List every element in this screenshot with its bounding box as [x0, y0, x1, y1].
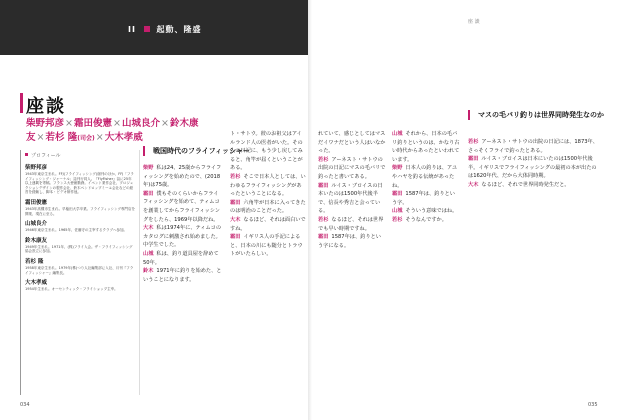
profile-name: 山城良介 — [25, 221, 48, 228]
dialogue-text: 六角竿が日本に入ってきたのは明治のことだった。 — [230, 199, 306, 215]
participant-name: 若杉 隆 — [45, 132, 78, 143]
dialogue-paragraph — [318, 156, 386, 182]
profile-bio: 1943年高槻市生まれ。早稲田大学卒業。フライフィッシング専門店を開業、現在に至る。 — [25, 206, 135, 216]
dialogue-paragraph — [468, 138, 600, 155]
dialogue-text: アーネスト・サトウの出院の日記には、1873年、さっそくフライで釣ったとある。 — [468, 139, 598, 154]
dialogue-text: 私は1974年に、ティムコのカタログに刺激され始めました。中学生でした。 — [143, 225, 222, 249]
speaker-name: 鈴木 — [143, 268, 154, 275]
dialogue-text: ト・サトウ。彼のお祖父はアイルランド人の医者がいた。その人の日記に、もう少し戻してみると、角竿が届くということがある。 — [230, 131, 303, 172]
dialogue-paragraph — [230, 216, 306, 233]
page-number-left: 034 — [20, 402, 30, 408]
profile-box — [20, 150, 140, 395]
dialogue-text: 私は24、25歳からフライフィッシングを始めたので、(2018年)は75歳。 — [143, 165, 222, 189]
dialogue-paragraph — [143, 250, 223, 267]
profile-bio: 1943年東京生まれ。FFJ(フライフィッシング)創刊のほか、FFJ「フライフィッシング・ジャーナル」誌刊行同人。『FlyFisher』誌に25年以上連載を寄稿。フランス大使館勤務。イベント業作会社、プロジェクションデザインの製作会社、鈴木ペンドロップミーユ会社などの経営を経験し、脚本・ビデオ制作他。 — [25, 172, 134, 195]
participant-name: 大木孝威 — [104, 132, 143, 143]
section-number: II — [128, 25, 136, 34]
dialogue-text: アーネスト・サトウの出院の日記にマスの毛バリで釣ったと書いてある。 — [318, 156, 386, 180]
participant-separator: × — [65, 118, 73, 129]
profile-name: 霜田俊憲 — [25, 199, 48, 206]
section-label — [128, 24, 202, 35]
dialogue-paragraph — [392, 216, 460, 225]
right-column-3 — [468, 138, 600, 394]
profile-entry — [25, 236, 135, 254]
speaker-name: 若杉 — [392, 216, 403, 223]
section-title: 起動、隆盛 — [156, 25, 202, 34]
speaker-name: 柴野 — [143, 165, 154, 171]
profile-entry — [25, 198, 135, 216]
participant-role: (司会) — [77, 135, 95, 142]
dialogue-text: ルイス・ブロイスは日本にいたのは1500年代後半。イギリスでフライフィッシングの最初の本が出たのは1620年代、だから大体同時期。 — [468, 156, 597, 180]
speaker-name: 若杉 — [468, 139, 479, 145]
dialogue-paragraph — [143, 267, 223, 284]
page-title: 座談 — [26, 96, 66, 117]
profile-entry — [25, 219, 135, 233]
dialogue-paragraph — [143, 190, 223, 224]
left-column-2 — [230, 130, 306, 394]
dialogue-paragraph — [143, 224, 223, 250]
speaker-name: 大木 — [143, 225, 154, 232]
speaker-name: 大木 — [230, 216, 241, 223]
dialogue-text: そこで日本人としては、いわゆるフライフィッシングがあったということになる。 — [230, 173, 306, 198]
dialogue-text: 1587年は、釣りという字。 — [392, 191, 455, 206]
profile-name: 大木孝威 — [25, 280, 48, 287]
profile-entry — [25, 257, 135, 275]
profile-name: 若杉 隆 — [25, 258, 44, 265]
speaker-name: 若杉 — [230, 173, 241, 180]
profile-bio: 1949年生まれ。1971年、(株)フライ入会。ザ・フライフィッシング協会設立に参加。 — [25, 244, 133, 254]
profile-entry — [25, 278, 135, 292]
speaker-name: 山城 — [392, 131, 403, 137]
profile-bio: 1946年東京生まれ。1965年、佐藤守の主宰するクラブへ参加。 — [25, 228, 127, 233]
dialogue-text: 1587年は、釣りという字になる。 — [318, 234, 381, 249]
dialogue-paragraph — [230, 130, 306, 173]
dialogue-text: それから、日本の毛バリ釣りというのは、かなり古い時代からあったといわれています。 — [392, 131, 460, 163]
dialogue-paragraph — [318, 130, 386, 156]
participant-separator: × — [113, 118, 121, 129]
speaker-name: 柴野 — [392, 165, 403, 172]
participant-name: 鈴木康友 — [26, 118, 199, 143]
dialogue-paragraph — [392, 130, 460, 164]
dialogue-paragraph — [392, 164, 460, 190]
participant-name: 霜田俊憲 — [73, 118, 112, 129]
speaker-name: 山城 — [392, 208, 403, 215]
participant-name: 柴野邦彦 — [26, 118, 65, 129]
dialogue-paragraph — [392, 207, 460, 216]
profile-name: 柴野邦彦 — [25, 165, 48, 171]
speaker-name: 霜田 — [318, 182, 329, 189]
dialogue-text: なるほど、それは面白いですね。 — [230, 216, 306, 232]
participant-name: 山城良介 — [121, 118, 160, 129]
page-gutter — [308, 0, 312, 420]
dialogue-text: 私は、釣り道具屋を辞めて50年。 — [143, 250, 219, 266]
running-head: 座 談 — [468, 19, 480, 25]
dialogue-text: なるほど、それは世界でも早い時期ですね。 — [318, 216, 384, 232]
speaker-name: 山城 — [143, 250, 154, 257]
profile-name: 鈴木康友 — [25, 237, 48, 244]
speaker-name: 霜田 — [318, 234, 329, 241]
dialogue-text: そういう意味ではね。 — [405, 208, 458, 215]
page-number-right: 035 — [588, 402, 598, 408]
dialogue-paragraph — [392, 190, 460, 207]
dialogue-paragraph — [318, 182, 386, 216]
profile-bio: 1958年東京生まれ。1979年(株)つり人社編集部に入社、月刊『フライフィッシャー』編集長。 — [25, 265, 134, 275]
dialogue-paragraph — [318, 233, 386, 250]
speaker-name: 大木 — [468, 181, 479, 188]
dialogue-paragraph — [230, 173, 306, 199]
profile-heading: プロフィール — [31, 152, 135, 159]
participant-separator: × — [36, 132, 45, 143]
right-subheading: マスの毛バリ釣りは世界同時発生なのか — [468, 110, 608, 120]
left-column-1 — [143, 164, 223, 394]
speaker-name: 霜田 — [230, 199, 241, 206]
profile-entry — [25, 163, 135, 195]
speaker-name: 若杉 — [318, 216, 329, 223]
participants-list — [26, 117, 201, 146]
dialogue-paragraph — [318, 216, 386, 233]
dialogue-paragraph — [468, 181, 600, 190]
profile-people — [25, 163, 135, 292]
dialogue-text: れていて、感じとしてはマスだイワナだという人はいなかった。 — [318, 131, 386, 155]
speaker-name: 若杉 — [318, 156, 329, 163]
profile-bio: 1954年生まれ。オーセンティック・フライショップ主宰。 — [25, 287, 118, 292]
dialogue-text: そうなんですか。 — [405, 216, 447, 223]
speaker-name: 霜田 — [143, 190, 154, 197]
right-column-1 — [318, 130, 386, 394]
title-accent-bar — [20, 93, 23, 113]
dialogue-paragraph — [230, 199, 306, 216]
participant-separator: × — [160, 118, 169, 129]
dialogue-text: ルイス・ブロイスの日本いたのは1500年代後半で、信長や秀吉と会っている。 — [318, 182, 383, 215]
dialogue-text: なるほど、それで世界同時発生だと。 — [481, 181, 570, 188]
participant-separator: × — [95, 132, 104, 143]
dialogue-text: 日本人の釣りは、アユやハヤを釣る伝統があったね。 — [392, 165, 458, 189]
left-subheading: 戦国時代のフライフィッシャー — [143, 146, 313, 156]
speaker-name: 霜田 — [468, 156, 479, 163]
dialogue-text: イギリス人の手記によると、日本の川にも随分とトラウトがいたらしい。 — [230, 234, 303, 258]
right-column-2 — [392, 130, 460, 394]
dialogue-text: 僕もそのくらいからフライフィッシングを始めて、ティムコを創業してからフライフィッシングをしたら、1969年以降だね。 — [143, 190, 220, 223]
speaker-name: 霜田 — [392, 191, 403, 198]
dialogue-text: 1971年に釣りを始めた、ということになります。 — [143, 268, 222, 283]
dialogue-paragraph — [143, 164, 223, 190]
dialogue-paragraph — [468, 155, 600, 181]
speaker-name: 霜田 — [230, 234, 241, 241]
dialogue-paragraph — [230, 233, 306, 259]
section-marker-icon — [144, 26, 150, 32]
